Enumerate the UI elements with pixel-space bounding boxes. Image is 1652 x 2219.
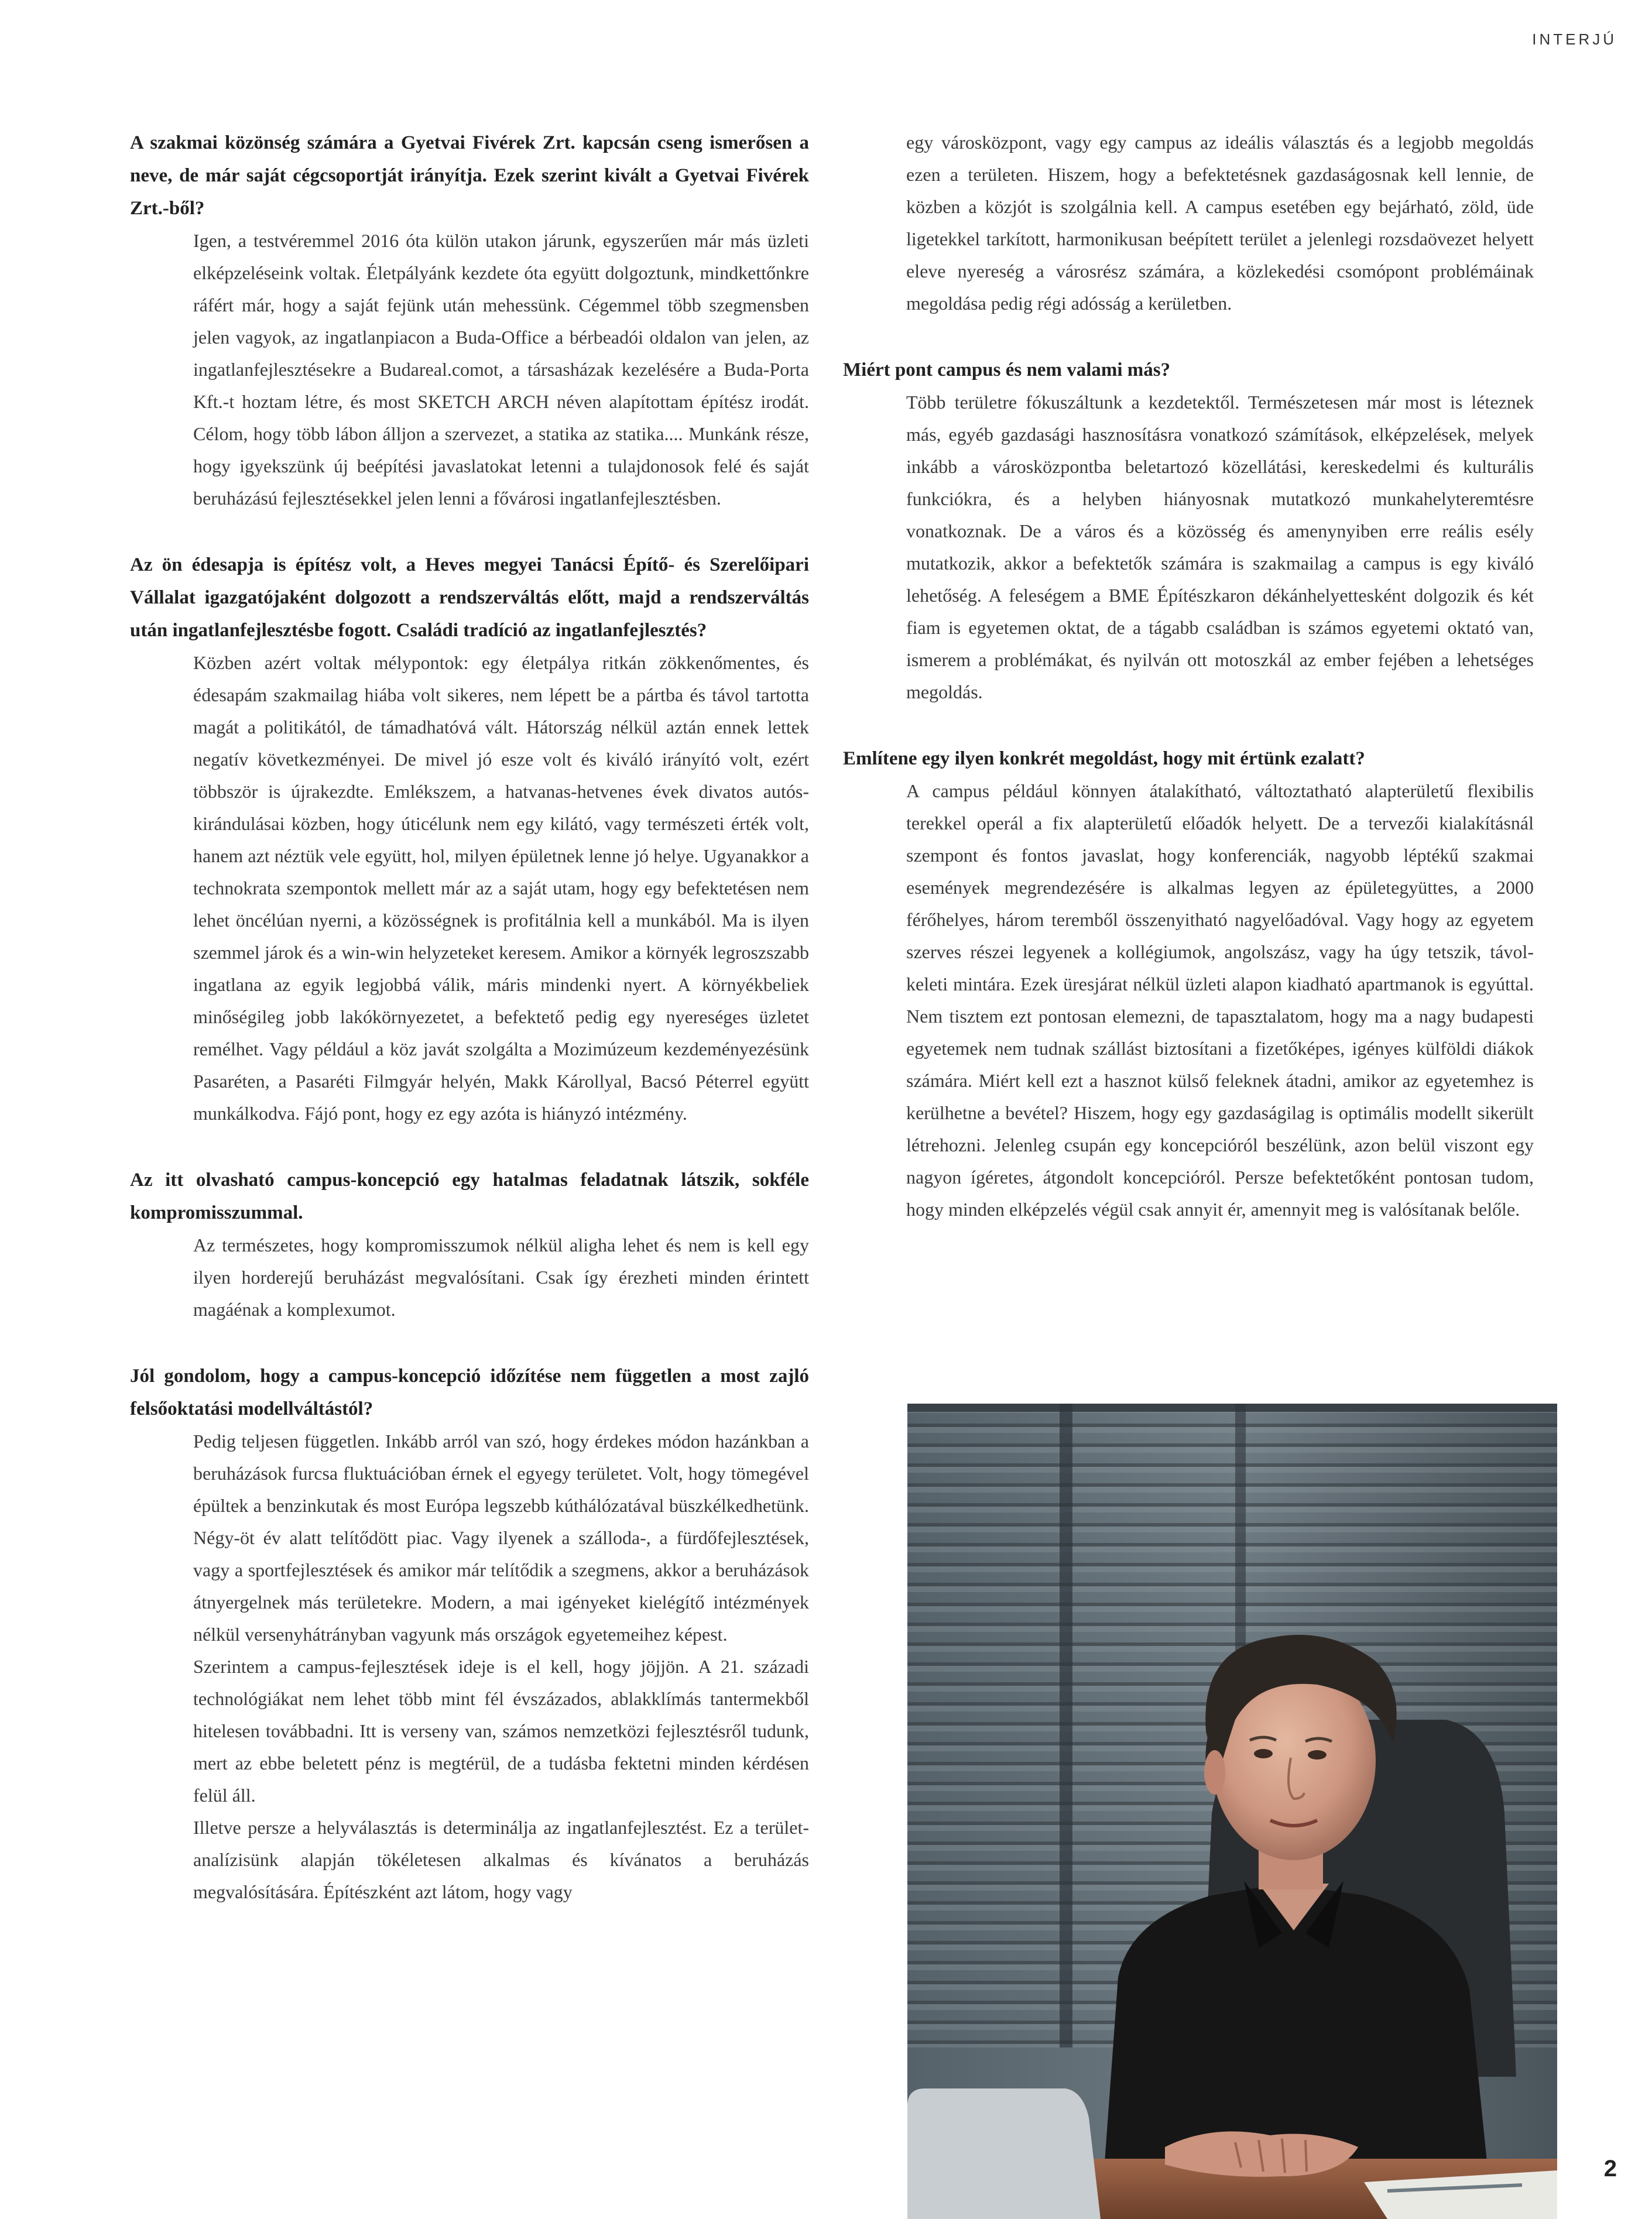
qa-block: [843, 742, 1534, 1226]
section-tag: INTERJÚ: [1532, 30, 1617, 48]
qa-block: [130, 126, 809, 515]
question: Említene egy ilyen konkrét megoldást, hogy mit értünk ezalatt?: [843, 748, 1365, 769]
continuation-block: [843, 126, 1534, 320]
interviewee-photo: [907, 1404, 1557, 2219]
question: Az itt olvasható campus-koncepció egy hatalmas feladatnak látszik, sokféle kompromisszummal.: [130, 1169, 809, 1223]
question: A szakmai közönség számára a Gyetvai Fivérek Zrt. kapcsán cseng ismerősen a neve, de már saját cégcsoportját irányítja. Ezek szerint kivált a Gyetvai Fivérek Zrt.-ből?: [130, 132, 809, 219]
qa-block: [130, 1360, 809, 1908]
page-number: 2: [1603, 2156, 1617, 2182]
answer-continuation: egy városközpont, vagy egy campus az ideális választás és a legjobb megoldás ezen a területen. Hiszem, hogy a befektetésnek gazdaságosnak kell lennie, de közben a közjót is szolgálnia kell. A campus esetében egy bejárható, zöld, üde ligetekkel tarkított, harmonikusan beépített terület a jelenlegi rozsdaövezet helyett eleve nyereség a városrész számára, a közlekedési csomópont problémáinak megoldása pedig régi adósság a kerületben.: [906, 132, 1534, 314]
qa-block: [843, 354, 1534, 708]
question: Miért pont campus és nem valami más?: [843, 359, 1171, 380]
answer: Közben azért voltak mélypontok: egy életpálya ritkán zökkenőmentes, és édesapám szakmailag hiába volt sikeres, nem lépett be a pártba és távol tartotta magát a politikától, de támadhatóvá vált. Hátország nélkül aztán ennek lettek negatív következményei. De mivel jó esze volt és kiváló irányító volt, ezért többször is újrakezdte. Emlékszem, a hatvanas-hetvenes évek divatos autós-kirándulásai közben, hogy úticélunk nem egy kilátó, vagy természeti érték volt, hanem azt néztük vele együtt, hol, milyen épületnek lenne jó helye. Ugyanakkor a technokrata szempontok mellett már az a saját utam, hogy egy befektetésen nem lehet öncélúan nyerni, a közösségnek is profitálnia kell a munkából. Ma is ilyen szemmel járok és a win-win helyzeteket keresem. Amikor a környék legroszszabb ingatlana az egyik legjobbá válik, máris mindenki nyert. A környékbeliek minőségileg jobb lakókörnyezetet, a befektető pedig egy nyereséges üzletet remélhet. Vagy például a köz javát szolgálta a Mozimúzeum kezdeményezésünk Pasaréten, a Pasaréti Filmgyár helyén, Makk Károllyal, Bacsó Péterrel együtt munkálkodva. Fájó pont, hogy ez egy azóta is hiányzó intézmény.: [193, 652, 809, 1124]
left-column: [130, 126, 809, 1942]
answer: A campus például könnyen átalakítható, változtatható alapterületű flexibilis terekkel operál a fix alapterületű előadók helyett. De a tervezői kialakításnál szempont és fontos javaslat, hogy konferenciák, nagyobb léptékű szakmai események megrendezésére is alkalmas legyen az épületegyüttes, a 2000 férőhelyes, három teremből összenyitható nagyelőadóval. Vagy hogy az egyetem szerves részei legyenek a kollégiumok, angolszász, vagy ha úgy tetszik, távol-keleti mintára. Ezek üresjárat nélkül üzleti alapon kiadható apartmanok is egyúttal. Nem tisztem ezt pontosan elemezni, de tapasztalatom, hogy ma a nagy budapesti egyetemek nem tudnak szállást biztosítani a fizetőképes, igényes külföldi diákok számára. Miért kell ezt a hasznot külső feleknek átadni, amikor az egyetemhez is kerülhetne a bevétel? Hiszem, hogy egy gazdaságilag is optimális modellt sikerült létrehozni. Jelenleg csupán egy koncepcióról beszélünk, azon belül viszont egy nagyon ígéretes, átgondolt koncepcióról. Persze befektetőként pontosan tudom, hogy minden elképzelés végül csak annyit ér, amennyit meg is valósítanak belőle.: [906, 780, 1534, 1220]
answer: Pedig teljesen független. Inkább arról van szó, hogy érdekes módon hazánkban a beruházások furcsa fluktuációban érnek el egyegy területet. Volt, hogy tömegével épültek a benzinkutak és most Európa legszebb kúthálózatával büszkélkedhetünk. Négy-öt év alatt telítődött piac. Vagy ilyenek a szálloda-, a fürdőfejlesztések, vagy a sportfejlesztések és amikor már telítődik a szegmens, akkor a beruházások átnyergelnek más területekre. Modern, a mai igényeket kielégítő intézmények nélkül versenyhátrányban vagyunk más országok egyetemeihez képest. Szerintem a campus-fejlesztések ideje is el kell, hogy jöjjön. A 21. századi technológiákat nem lehet több mint fél évszázados, ablakklímás tantermekből hitelesen továbbadni. Itt is verseny van, számos nemzetközi fejlesztésről tudunk, mert az ebbe beletett pénz is megtérül, de a tudásba fektetni minden kérdésen felül áll. Illetve persze a helyválasztás is determinálja az ingatlanfejlesztést. Ez a terület-analízisünk alapján tökéletesen alkalmas és kívánatos a beruházás megvalósítására. Építészként azt látom, hogy vagy: [193, 1431, 809, 1902]
qa-block: [130, 548, 809, 1130]
answer: Igen, a testvéremmel 2016 óta külön utakon járunk, egyszerűen már más üzleti elképzeléseink voltak. Életpályánk kezdete óta együtt dolgoztunk, mindkettőnkre ráfért már, hogy a saját fejünk után mehessünk. Cégemmel több szegmensben jelen vagyok, az ingatlanpiacon a Buda-Office a bérbeadói oldalon van jelen, az ingatlanfejlesztésekre a Budareal.comot, a társasházak kezelésére a Buda-Porta Kft.-t hoztam létre, és most SKETCH ARCH néven alapítottam építész irodát. Célom, hogy több lábon álljon a szervezet, a statika az statika.... Munkánk része, hogy igyekszünk új beépítési javaslatokat letenni a tulajdonosok felé és saját beruházású fejlesztésekkel jelen lenni a fővárosi ingatlanfejlesztésben.: [193, 230, 809, 509]
qa-block: [130, 1164, 809, 1326]
right-column: [843, 126, 1534, 1260]
question: Jól gondolom, hogy a campus-koncepció időzítése nem független a most zajló felsőoktatási modellváltástól?: [130, 1366, 809, 1419]
answer: Az természetes, hogy kompromisszumok nélkül aligha lehet és nem is kell egy ilyen horderejű beruházást megvalósítani. Csak így érezheti minden érintett magáénak a komplexumot.: [193, 1234, 809, 1320]
answer: Több területre fókuszáltunk a kezdetektől. Természetesen már most is léteznek más, egyéb gazdasági hasznosításra vonatkozó számítások, elképzelések, melyek inkább a városközpontba beletartozó közellátási, kereskedelmi és kulturális funkciókra, és a helyben hiányosnak mutatkozó munkahelyteremtésre vonatkoznak. De a város és a közösség és amenynyiben erre reális esély mutatkozik, akkor a befektetők számára is szakmailag a campus is egy kiváló lehetőség. A feleségem a BME Építészkaron dékánhelyettesként dolgozik és két fiam is egyetemen oktat, de a tágabb családban is számos egyetemi oktató van, ismerem a problémákat, és nyilván ott motoszkál az ember fejében a lehetséges megoldás.: [906, 392, 1534, 702]
question: Az ön édesapja is építész volt, a Heves megyei Tanácsi Építő- és Szerelőipari Vállalat igazgatójaként dolgozott a rendszerváltás előtt, majd a rendszerváltás után ingatlanfejlesztésbe fogott. Családi tradíció az ingatlanfejlesztés?: [130, 554, 809, 641]
